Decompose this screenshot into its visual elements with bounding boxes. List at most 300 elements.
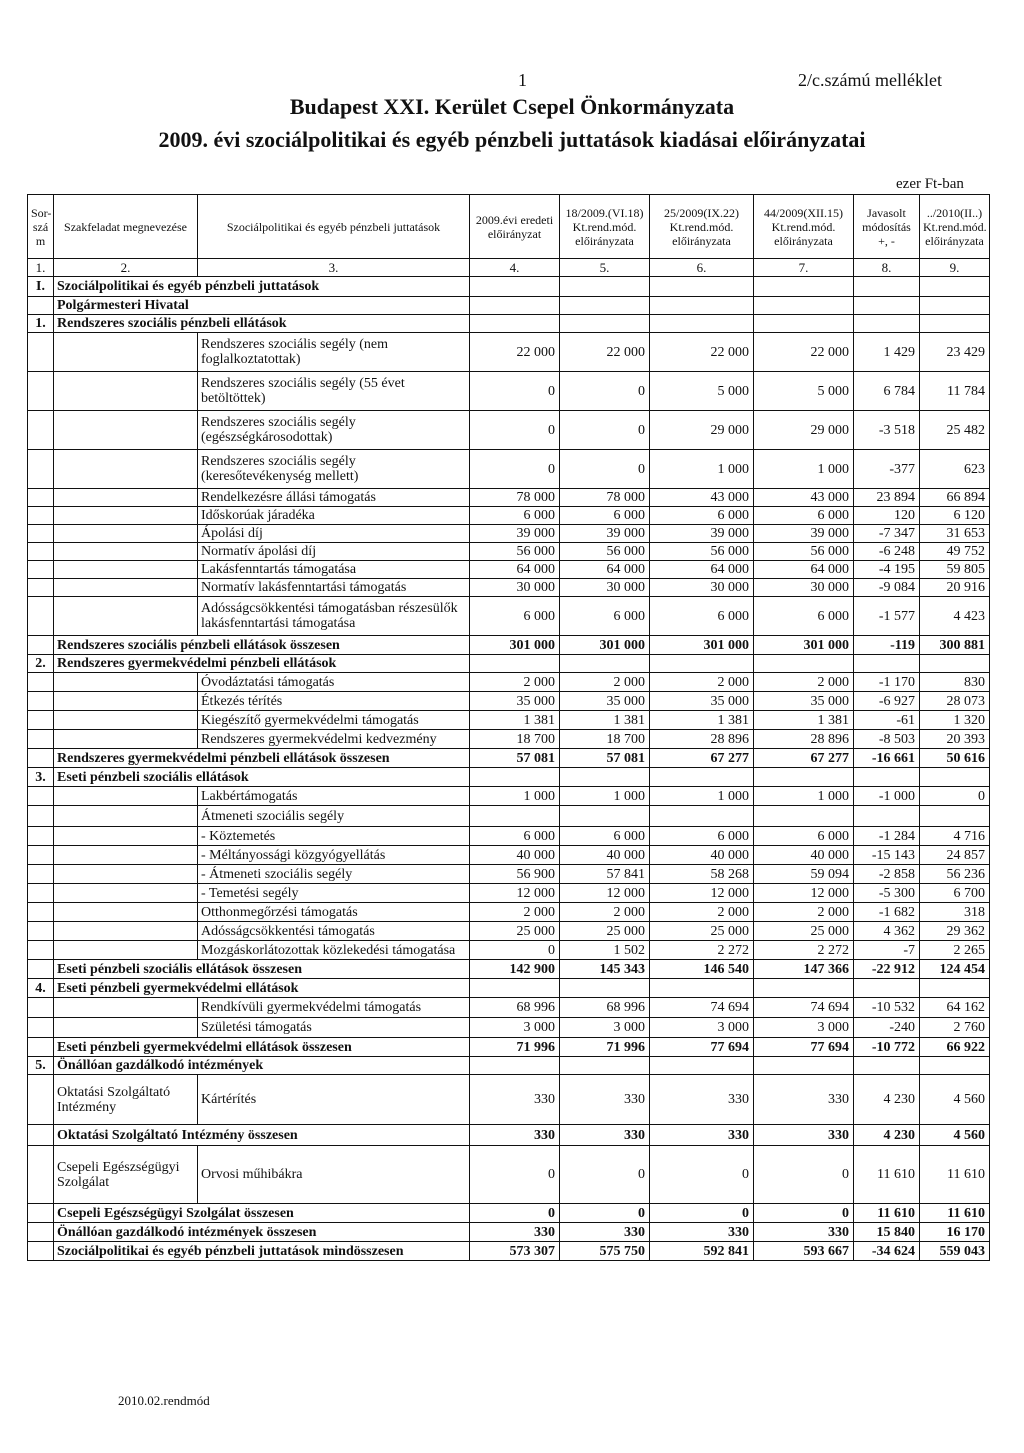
index-cell: 4. bbox=[470, 259, 560, 277]
empty-cell bbox=[54, 450, 198, 489]
unit-label: ezer Ft-ban bbox=[896, 176, 964, 192]
value-cell: 1 000 bbox=[754, 787, 854, 806]
value-cell: 43 000 bbox=[650, 489, 754, 507]
item-label: Mozgáskorlátozottak közlekedési támogatása bbox=[198, 941, 470, 960]
section-label: Rendszeres szociális pénzbeli ellátások bbox=[54, 315, 470, 333]
empty-cell bbox=[28, 749, 54, 768]
value-cell: -10 532 bbox=[854, 998, 920, 1018]
value-cell: 40 000 bbox=[754, 846, 854, 865]
value-cell: 30 000 bbox=[560, 579, 650, 597]
value-cell: -1 284 bbox=[854, 827, 920, 846]
value-cell: 1 381 bbox=[754, 711, 854, 730]
value-cell: -1 000 bbox=[854, 787, 920, 806]
value-cell bbox=[754, 806, 854, 827]
item-row bbox=[28, 730, 990, 749]
index-cell: 8. bbox=[854, 259, 920, 277]
value-cell: -240 bbox=[854, 1018, 920, 1038]
value-cell: 1 000 bbox=[754, 450, 854, 489]
value-cell: 330 bbox=[754, 1075, 854, 1125]
empty-cell bbox=[54, 525, 198, 543]
item-label: - Köztemetés bbox=[198, 827, 470, 846]
section-label: Eseti pénzbeli szociális ellátások bbox=[54, 768, 470, 787]
total-value: 301 000 bbox=[560, 636, 650, 655]
header-juttatasok: Szociálpolitikai és egyéb pénzbeli juttatások bbox=[198, 195, 470, 259]
total-row bbox=[28, 1125, 990, 1146]
section-row bbox=[28, 1057, 990, 1075]
empty-cell bbox=[28, 941, 54, 960]
value-cell: 6 000 bbox=[560, 597, 650, 636]
item-row bbox=[28, 865, 990, 884]
value-cell: 6 000 bbox=[470, 597, 560, 636]
empty-cell bbox=[754, 655, 854, 673]
item-row bbox=[28, 507, 990, 525]
value-cell: 330 bbox=[650, 1075, 754, 1125]
office-label: Polgármesteri Hivatal bbox=[54, 297, 470, 315]
value-cell: 2 000 bbox=[560, 903, 650, 922]
empty-cell bbox=[650, 1057, 754, 1075]
empty-cell bbox=[54, 579, 198, 597]
empty-cell bbox=[54, 865, 198, 884]
total-value: 67 277 bbox=[650, 749, 754, 768]
value-cell: 0 bbox=[470, 450, 560, 489]
section-number: 5. bbox=[28, 1057, 54, 1075]
empty-cell bbox=[28, 998, 54, 1018]
item-row bbox=[28, 372, 990, 411]
empty-cell bbox=[54, 561, 198, 579]
item-label: - Átmeneti szociális segély bbox=[198, 865, 470, 884]
empty-cell bbox=[28, 543, 54, 561]
total-value: 145 343 bbox=[560, 960, 650, 979]
header-col4: 2009.évi eredeti előirányzat bbox=[470, 195, 560, 259]
item-label: Normatív lakásfenntartási támogatás bbox=[198, 579, 470, 597]
empty-cell bbox=[854, 768, 920, 787]
total-label: Rendszeres szociális pénzbeli ellátások összesen bbox=[54, 636, 470, 655]
value-cell: 18 700 bbox=[560, 730, 650, 749]
total-value: 16 170 bbox=[920, 1223, 990, 1242]
value-cell: 11 784 bbox=[920, 372, 990, 411]
value-cell: 6 784 bbox=[854, 372, 920, 411]
value-cell: 58 268 bbox=[650, 865, 754, 884]
value-cell: 28 896 bbox=[650, 730, 754, 749]
empty-cell bbox=[28, 846, 54, 865]
total-row bbox=[28, 960, 990, 979]
index-cell: 2. bbox=[54, 259, 198, 277]
index-cell: 3. bbox=[198, 259, 470, 277]
value-cell: 5 000 bbox=[650, 372, 754, 411]
item-label: - Temetési segély bbox=[198, 884, 470, 903]
value-cell: 25 482 bbox=[920, 411, 990, 450]
item-label: Lakbértámogatás bbox=[198, 787, 470, 806]
value-cell: 2 000 bbox=[470, 903, 560, 922]
empty-cell bbox=[28, 865, 54, 884]
value-cell: 30 000 bbox=[650, 579, 754, 597]
total-value: 575 750 bbox=[560, 1242, 650, 1261]
empty-cell bbox=[470, 655, 560, 673]
section-number: 3. bbox=[28, 768, 54, 787]
total-label: Oktatási Szolgáltató Intézmény összesen bbox=[54, 1125, 470, 1146]
value-cell: -8 503 bbox=[854, 730, 920, 749]
item-label: Rendszeres szociális segély (nem foglalkoztatottak) bbox=[198, 333, 470, 372]
value-cell: 66 894 bbox=[920, 489, 990, 507]
empty-cell bbox=[54, 827, 198, 846]
value-cell: 78 000 bbox=[470, 489, 560, 507]
total-value: 11 610 bbox=[854, 1204, 920, 1223]
value-cell: -6 248 bbox=[854, 543, 920, 561]
total-row bbox=[28, 636, 990, 655]
total-value: 330 bbox=[470, 1223, 560, 1242]
empty-cell bbox=[560, 979, 650, 998]
header-col6: 25/2009(IX.22) Kt.rend.mód. előirányzata bbox=[650, 195, 754, 259]
value-cell: 1 381 bbox=[470, 711, 560, 730]
budget-table bbox=[27, 194, 990, 1261]
item-label: Adósságcsökkentési támogatásban részesülők lakásfenntartási támogatása bbox=[198, 597, 470, 636]
empty-cell bbox=[650, 655, 754, 673]
value-cell: 6 000 bbox=[470, 507, 560, 525]
document-subtitle: 2009. évi szociálpolitikai és egyéb pénzbeli juttatások kiadásai előirányzatai bbox=[158, 127, 866, 152]
value-cell: 0 bbox=[560, 411, 650, 450]
empty-cell bbox=[28, 450, 54, 489]
total-value: 592 841 bbox=[650, 1242, 754, 1261]
value-cell: -1 170 bbox=[854, 673, 920, 692]
item-label: Kártérítés bbox=[198, 1075, 470, 1125]
total-value: 330 bbox=[754, 1223, 854, 1242]
empty-cell bbox=[54, 884, 198, 903]
value-cell: 25 000 bbox=[470, 922, 560, 941]
value-cell: 2 265 bbox=[920, 941, 990, 960]
empty-cell bbox=[920, 655, 990, 673]
value-cell: 11 610 bbox=[920, 1146, 990, 1204]
total-value: 146 540 bbox=[650, 960, 754, 979]
footer-note: 2010.02.rendmód bbox=[118, 1393, 210, 1408]
institution-name: Oktatási Szolgáltató Intézmény bbox=[54, 1075, 198, 1125]
empty-cell bbox=[28, 960, 54, 979]
empty-cell bbox=[54, 372, 198, 411]
value-cell bbox=[470, 806, 560, 827]
empty-cell bbox=[28, 806, 54, 827]
empty-cell bbox=[54, 507, 198, 525]
value-cell: -4 195 bbox=[854, 561, 920, 579]
value-cell: 56 900 bbox=[470, 865, 560, 884]
empty-cell bbox=[28, 692, 54, 711]
value-cell: 318 bbox=[920, 903, 990, 922]
header-row bbox=[28, 195, 990, 259]
empty-cell bbox=[54, 711, 198, 730]
item-row bbox=[28, 827, 990, 846]
value-cell: 0 bbox=[470, 941, 560, 960]
total-value: 573 307 bbox=[470, 1242, 560, 1261]
value-cell: 31 653 bbox=[920, 525, 990, 543]
empty-cell bbox=[54, 543, 198, 561]
total-label: Eseti pénzbeli szociális ellátások összesen bbox=[54, 960, 470, 979]
header-col5: 18/2009.(VI.18) Kt.rend.mód. előirányzata bbox=[560, 195, 650, 259]
value-cell: 28 896 bbox=[754, 730, 854, 749]
value-cell: 4 560 bbox=[920, 1075, 990, 1125]
value-cell: 20 916 bbox=[920, 579, 990, 597]
value-cell: 0 bbox=[754, 1146, 854, 1204]
office-row bbox=[28, 297, 990, 315]
section-number: 1. bbox=[28, 315, 54, 333]
empty-cell bbox=[54, 846, 198, 865]
item-row bbox=[28, 561, 990, 579]
total-value: 0 bbox=[560, 1204, 650, 1223]
total-value: 559 043 bbox=[920, 1242, 990, 1261]
value-cell: 64 000 bbox=[560, 561, 650, 579]
document-title: Budapest XXI. Kerület Csepel Önkormányzata bbox=[289, 94, 735, 119]
value-cell: 64 162 bbox=[920, 998, 990, 1018]
institution-name: Csepeli Egészségügyi Szolgálat bbox=[54, 1146, 198, 1204]
value-cell: -6 927 bbox=[854, 692, 920, 711]
value-cell: 12 000 bbox=[470, 884, 560, 903]
item-label: Rendszeres szociális segély (55 évet betöltöttek) bbox=[198, 372, 470, 411]
item-row bbox=[28, 543, 990, 561]
value-cell: 22 000 bbox=[650, 333, 754, 372]
item-label: Normatív ápolási díj bbox=[198, 543, 470, 561]
item-label: Rendszeres szociális segély (keresőtevékenység mellett) bbox=[198, 450, 470, 489]
empty-cell bbox=[54, 673, 198, 692]
value-cell: 4 716 bbox=[920, 827, 990, 846]
total-value: 330 bbox=[650, 1125, 754, 1146]
total-value: -10 772 bbox=[854, 1038, 920, 1057]
value-cell: 39 000 bbox=[754, 525, 854, 543]
total-value: 77 694 bbox=[754, 1038, 854, 1057]
value-cell: 2 000 bbox=[650, 903, 754, 922]
value-cell: 23 894 bbox=[854, 489, 920, 507]
empty-cell bbox=[28, 1204, 54, 1223]
value-cell: -1 577 bbox=[854, 597, 920, 636]
empty-cell bbox=[28, 333, 54, 372]
empty-cell bbox=[560, 768, 650, 787]
value-cell: 1 320 bbox=[920, 711, 990, 730]
item-row bbox=[28, 711, 990, 730]
empty-cell bbox=[28, 711, 54, 730]
value-cell: 68 996 bbox=[470, 998, 560, 1018]
value-cell: 29 000 bbox=[754, 411, 854, 450]
empty-cell bbox=[28, 827, 54, 846]
value-cell: 56 000 bbox=[754, 543, 854, 561]
value-cell: 6 000 bbox=[560, 507, 650, 525]
value-cell: 18 700 bbox=[470, 730, 560, 749]
item-row bbox=[28, 597, 990, 636]
institution-row bbox=[28, 1146, 990, 1204]
value-cell: 2 760 bbox=[920, 1018, 990, 1038]
empty-cell bbox=[28, 579, 54, 597]
value-cell: 1 429 bbox=[854, 333, 920, 372]
empty-cell bbox=[54, 333, 198, 372]
total-value: -119 bbox=[854, 636, 920, 655]
value-cell bbox=[650, 806, 754, 827]
value-cell: 0 bbox=[470, 372, 560, 411]
item-label: Átmeneti szociális segély bbox=[198, 806, 470, 827]
value-cell: 22 000 bbox=[470, 333, 560, 372]
value-cell: -377 bbox=[854, 450, 920, 489]
item-row bbox=[28, 450, 990, 489]
total-value: 330 bbox=[650, 1223, 754, 1242]
value-cell: 6 000 bbox=[470, 827, 560, 846]
value-cell: 28 073 bbox=[920, 692, 990, 711]
value-cell: 35 000 bbox=[650, 692, 754, 711]
item-row bbox=[28, 673, 990, 692]
institution-row bbox=[28, 1075, 990, 1125]
total-value: 66 922 bbox=[920, 1038, 990, 1057]
item-row bbox=[28, 884, 990, 903]
empty-cell bbox=[28, 561, 54, 579]
empty-cell bbox=[28, 597, 54, 636]
empty-cell bbox=[854, 979, 920, 998]
empty-cell bbox=[54, 998, 198, 1018]
empty-cell bbox=[28, 489, 54, 507]
value-cell: 12 000 bbox=[650, 884, 754, 903]
value-cell: 40 000 bbox=[470, 846, 560, 865]
total-label: Eseti pénzbeli gyermekvédelmi ellátások összesen bbox=[54, 1038, 470, 1057]
item-label: Lakásfenntartás támogatása bbox=[198, 561, 470, 579]
total-value: 57 081 bbox=[470, 749, 560, 768]
section-label: Szociálpolitikai és egyéb pénzbeli juttatások bbox=[54, 277, 470, 297]
empty-cell bbox=[54, 922, 198, 941]
header-col8: Javasolt módosítás +, - bbox=[854, 195, 920, 259]
value-cell: 29 362 bbox=[920, 922, 990, 941]
empty-cell bbox=[28, 411, 54, 450]
item-label: Születési támogatás bbox=[198, 1018, 470, 1038]
value-cell: 1 381 bbox=[560, 711, 650, 730]
index-cell: 7. bbox=[754, 259, 854, 277]
total-value: 15 840 bbox=[854, 1223, 920, 1242]
empty-cell bbox=[54, 806, 198, 827]
value-cell bbox=[920, 806, 990, 827]
empty-cell bbox=[28, 1146, 54, 1204]
value-cell: 56 000 bbox=[650, 543, 754, 561]
value-cell: 2 000 bbox=[470, 673, 560, 692]
value-cell: -7 347 bbox=[854, 525, 920, 543]
value-cell: 64 000 bbox=[470, 561, 560, 579]
empty-cell bbox=[54, 597, 198, 636]
value-cell: 3 000 bbox=[470, 1018, 560, 1038]
empty-cell bbox=[28, 922, 54, 941]
section-number: 4. bbox=[28, 979, 54, 998]
total-value: 142 900 bbox=[470, 960, 560, 979]
index-cell: 1. bbox=[28, 259, 54, 277]
section-label: Eseti pénzbeli gyermekvédelmi ellátások bbox=[54, 979, 470, 998]
item-row bbox=[28, 525, 990, 543]
empty-cell bbox=[470, 1057, 560, 1075]
page-number: 1 bbox=[518, 70, 527, 90]
total-value: 4 230 bbox=[854, 1125, 920, 1146]
value-cell: 6 000 bbox=[754, 597, 854, 636]
empty-cell bbox=[28, 525, 54, 543]
value-cell: 35 000 bbox=[470, 692, 560, 711]
value-cell: 0 bbox=[560, 372, 650, 411]
value-cell: 2 272 bbox=[650, 941, 754, 960]
empty-cell bbox=[28, 372, 54, 411]
empty-cell bbox=[54, 692, 198, 711]
index-cell: 5. bbox=[560, 259, 650, 277]
value-cell: 6 700 bbox=[920, 884, 990, 903]
item-label: - Méltányossági közgyógyellátás bbox=[198, 846, 470, 865]
section-row-1 bbox=[28, 315, 990, 333]
total-value: 147 366 bbox=[754, 960, 854, 979]
value-cell: 12 000 bbox=[754, 884, 854, 903]
value-cell: 330 bbox=[560, 1075, 650, 1125]
empty-cell bbox=[854, 655, 920, 673]
value-cell: 830 bbox=[920, 673, 990, 692]
empty-cell bbox=[650, 768, 754, 787]
item-label: Rendszeres gyermekvédelmi kedvezmény bbox=[198, 730, 470, 749]
empty-cell bbox=[754, 979, 854, 998]
header-col9: ../2010(II..) Kt.rend.mód. előirányzata bbox=[920, 195, 990, 259]
total-value: 57 081 bbox=[560, 749, 650, 768]
value-cell: 64 000 bbox=[650, 561, 754, 579]
total-value: 0 bbox=[470, 1204, 560, 1223]
total-value: 300 881 bbox=[920, 636, 990, 655]
value-cell: 59 094 bbox=[754, 865, 854, 884]
total-value: -16 661 bbox=[854, 749, 920, 768]
value-cell: 56 236 bbox=[920, 865, 990, 884]
empty-cell bbox=[650, 979, 754, 998]
value-cell: -9 084 bbox=[854, 579, 920, 597]
header-sorszam: Sor-szá m bbox=[28, 195, 54, 259]
value-cell: 2 000 bbox=[650, 673, 754, 692]
total-value: 77 694 bbox=[650, 1038, 754, 1057]
value-cell: 35 000 bbox=[754, 692, 854, 711]
item-label: Óvodáztatási támogatás bbox=[198, 673, 470, 692]
value-cell: 35 000 bbox=[560, 692, 650, 711]
value-cell: 0 bbox=[560, 450, 650, 489]
total-value: 330 bbox=[560, 1223, 650, 1242]
total-value: 0 bbox=[650, 1204, 754, 1223]
item-label: Étkezés térítés bbox=[198, 692, 470, 711]
section-label: Önállóan gazdálkodó intézmények bbox=[54, 1057, 470, 1075]
value-cell: -1 682 bbox=[854, 903, 920, 922]
value-cell: 1 000 bbox=[470, 787, 560, 806]
empty-cell bbox=[28, 1038, 54, 1057]
empty-cell bbox=[470, 979, 560, 998]
index-cell: 6. bbox=[650, 259, 754, 277]
value-cell: 120 bbox=[854, 507, 920, 525]
value-cell: 30 000 bbox=[754, 579, 854, 597]
value-cell: 74 694 bbox=[754, 998, 854, 1018]
empty-cell bbox=[28, 673, 54, 692]
total-value: 50 616 bbox=[920, 749, 990, 768]
value-cell: -2 858 bbox=[854, 865, 920, 884]
item-row bbox=[28, 1018, 990, 1038]
total-row bbox=[28, 1242, 990, 1261]
value-cell: 78 000 bbox=[560, 489, 650, 507]
item-row bbox=[28, 787, 990, 806]
index-cell: 9. bbox=[920, 259, 990, 277]
empty-cell bbox=[54, 489, 198, 507]
empty-cell bbox=[54, 941, 198, 960]
value-cell: 1 381 bbox=[650, 711, 754, 730]
empty-cell bbox=[54, 1018, 198, 1038]
item-row bbox=[28, 806, 990, 827]
value-cell: 29 000 bbox=[650, 411, 754, 450]
total-label: Csepeli Egészségügyi Szolgálat összesen bbox=[54, 1204, 470, 1223]
total-value: 124 454 bbox=[920, 960, 990, 979]
value-cell: -5 300 bbox=[854, 884, 920, 903]
empty-cell bbox=[28, 1125, 54, 1146]
value-cell: 39 000 bbox=[650, 525, 754, 543]
value-cell: 1 502 bbox=[560, 941, 650, 960]
item-row bbox=[28, 411, 990, 450]
empty-cell bbox=[28, 636, 54, 655]
item-row bbox=[28, 489, 990, 507]
value-cell: 4 230 bbox=[854, 1075, 920, 1125]
empty-cell bbox=[28, 787, 54, 806]
section-number: I. bbox=[28, 277, 54, 297]
item-row bbox=[28, 692, 990, 711]
total-value: 11 610 bbox=[920, 1204, 990, 1223]
item-row bbox=[28, 903, 990, 922]
value-cell: 0 bbox=[650, 1146, 754, 1204]
